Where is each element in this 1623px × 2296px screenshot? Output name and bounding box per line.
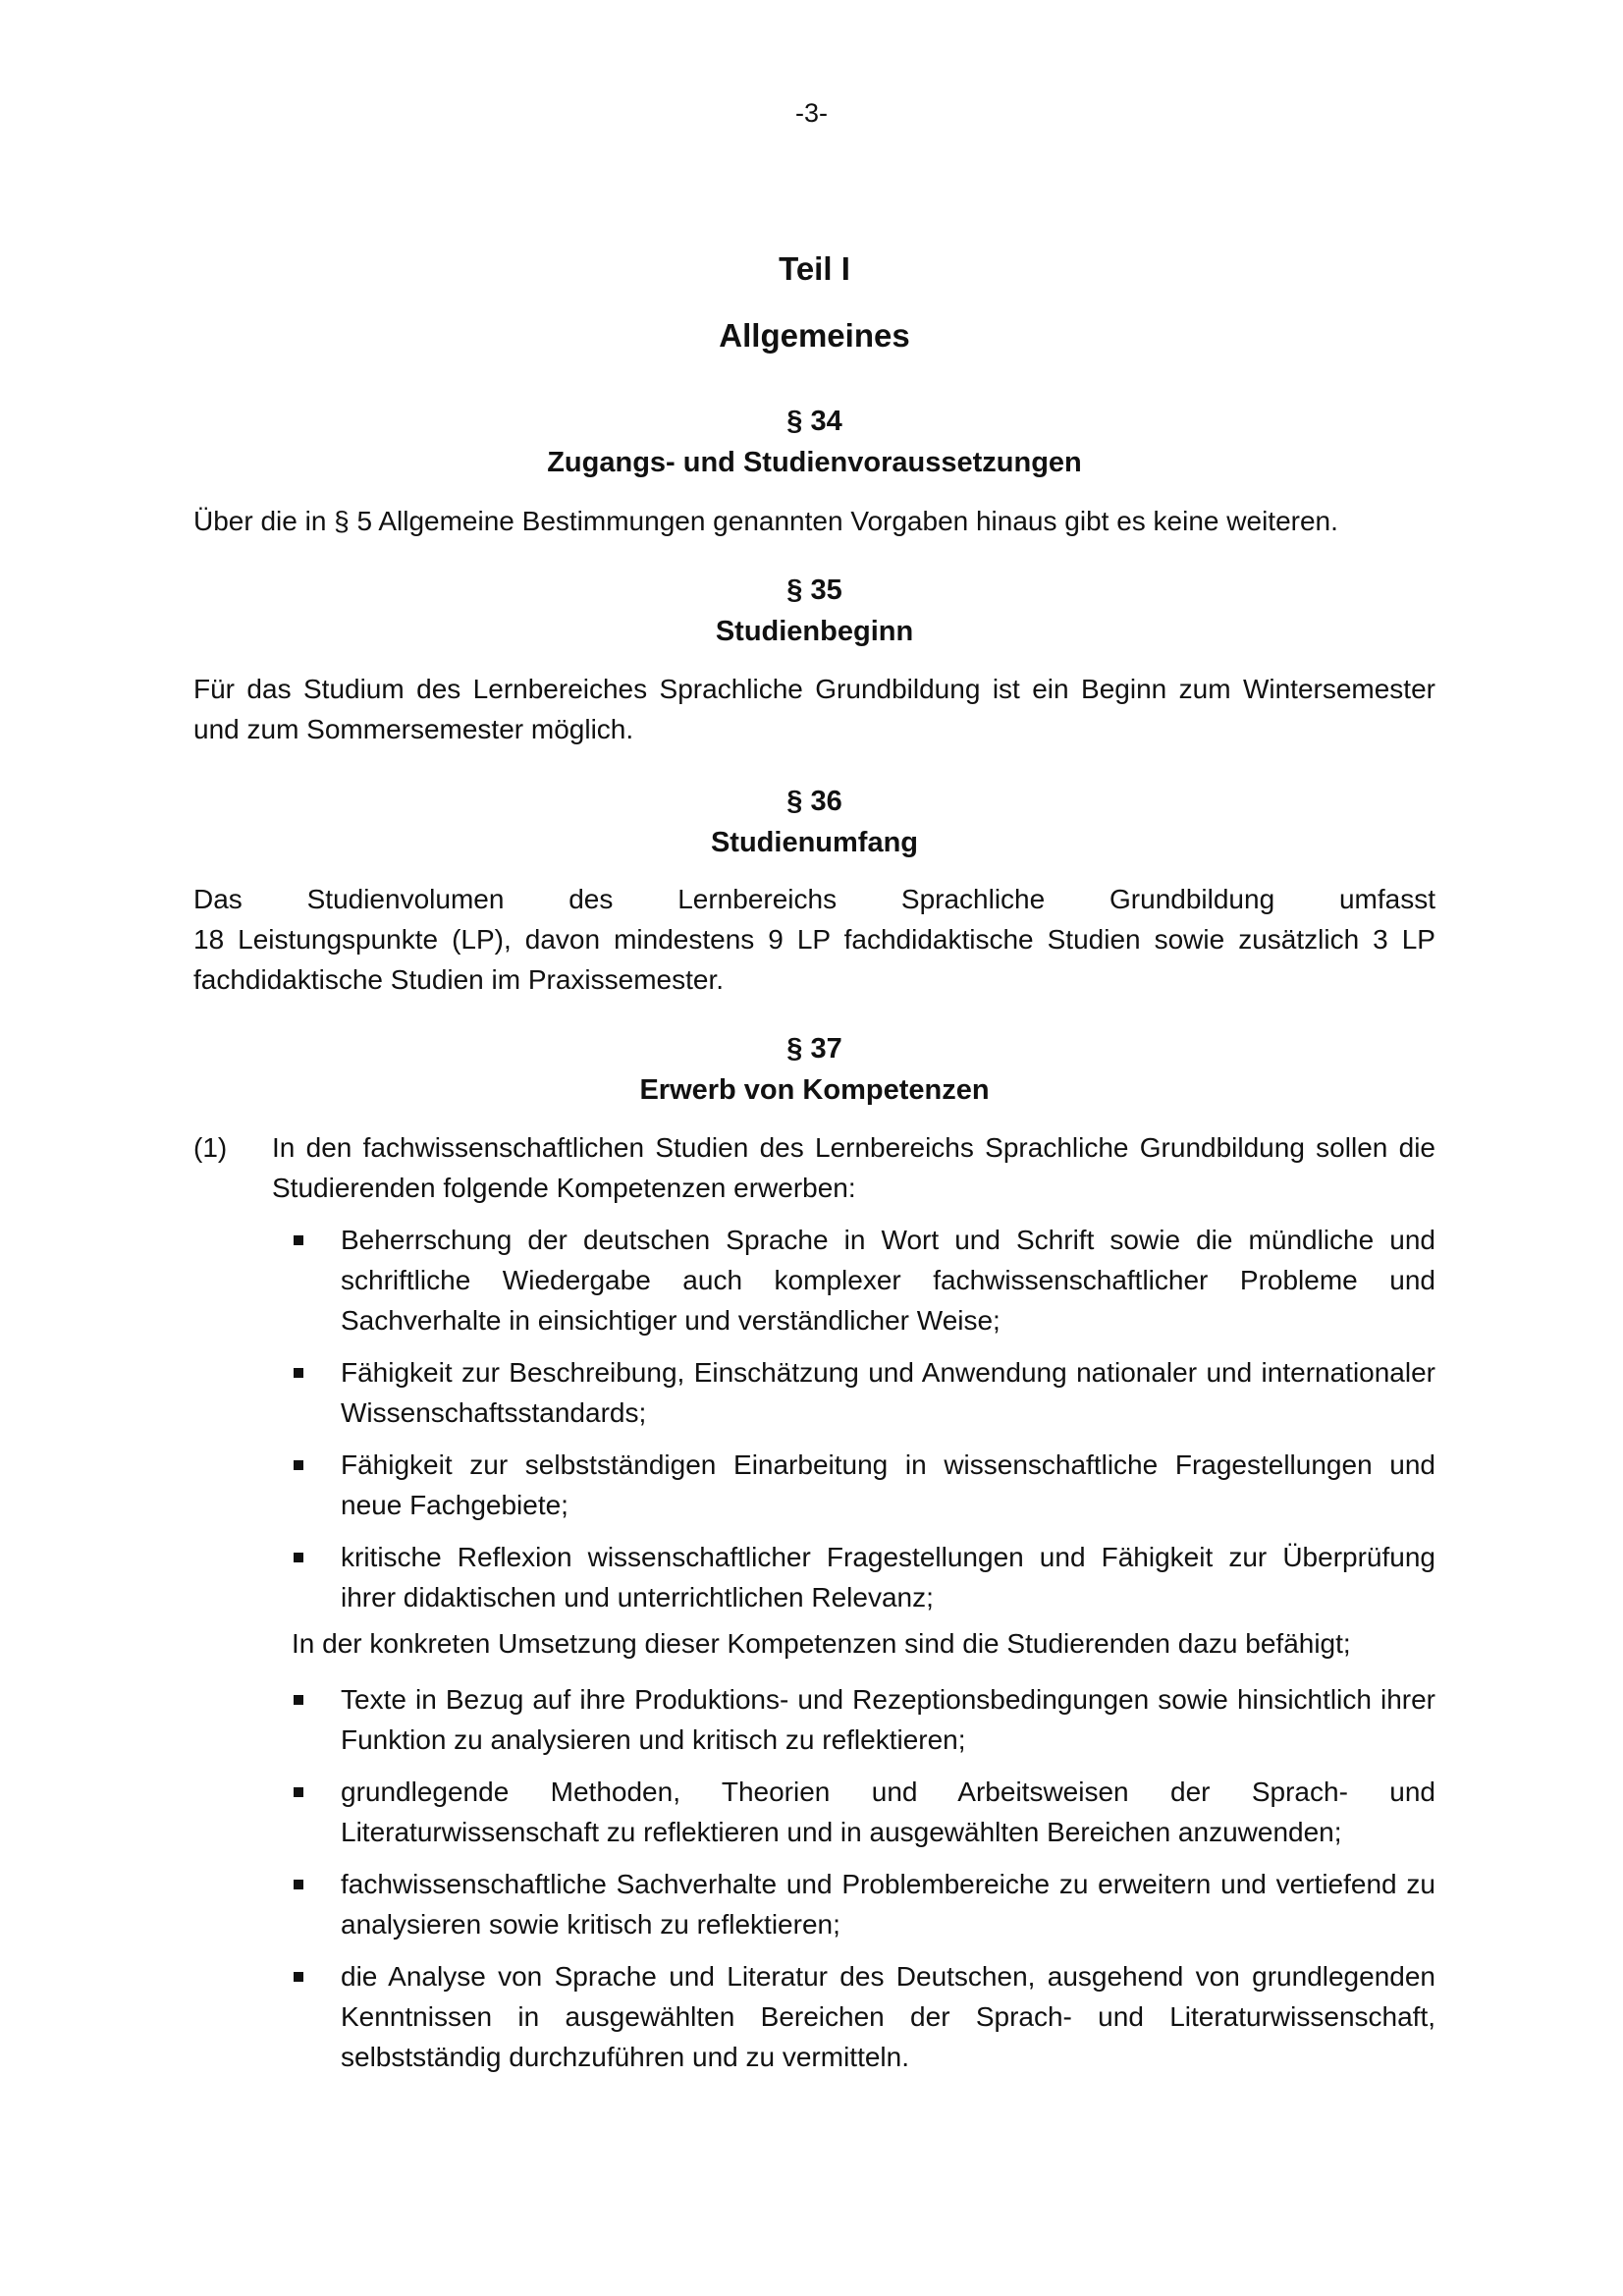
section-36-number: § 36: [786, 786, 842, 817]
section-35-number: § 35: [786, 574, 842, 606]
paragraph-intro: In den fachwissenschaftlichen Studien des Lernbereichs Sprachliche Grundbildung sollen die Studierenden folgende Kompetenzen erwerben:: [272, 1132, 1435, 1203]
square-bullet-icon: [294, 1695, 303, 1705]
list-item: die Analyse von Sprache und Literatur des Deutschen, ausgehend von grundlegenden Kenntnissen in ausgewählten Bereichen der Sprach- und Literaturwissenschaft, selbstständig durchzuführen und zu vermitteln.: [292, 1956, 1435, 2077]
section-35-title: Studienbeginn: [715, 616, 914, 647]
section-34-number: § 34: [786, 406, 842, 437]
square-bullet-icon: [294, 1235, 303, 1245]
section-36-text: 18 Leistungspunkte (LP), davon mindestens 9 LP fachdidaktische Studien sowie zusätzlich 3 LP fachdidaktische Studien im Praxissemester.: [193, 924, 1435, 995]
section-35-text: Für das Studium des Lernbereiches Sprachliche Grundbildung ist ein Beginn zum Wintersemester und zum Sommersemester möglich.: [193, 674, 1435, 744]
square-bullet-icon: [294, 1553, 303, 1562]
list-item: Fähigkeit zur Beschreibung, Einschätzung und Anwendung nationaler und internationaler Wissenschaftsstandards;: [292, 1352, 1435, 1433]
section-34-title: Zugangs- und Studienvoraussetzungen: [547, 447, 1082, 478]
square-bullet-icon: [294, 1460, 303, 1470]
section-36-text-line1: Das Studienvolumen des Lernbereichs Sprachliche Grundbildung umfasst: [193, 884, 1435, 914]
list-item: fachwissenschaftliche Sachverhalte und Problembereiche zu erweitern und vertiefend zu analysieren sowie kritisch zu reflektieren;: [292, 1864, 1435, 1944]
section-37-number: § 37: [786, 1033, 842, 1065]
square-bullet-icon: [294, 1787, 303, 1797]
list-item: Fähigkeit zur selbstständigen Einarbeitung in wissenschaftliche Fragestellungen und neue Fachgebiete;: [292, 1445, 1435, 1525]
implementation-intro: In der konkreten Umsetzung dieser Kompetenzen sind die Studierenden dazu befähigt;: [292, 1628, 1351, 1659]
section-37-title: Erwerb von Kompetenzen: [639, 1074, 990, 1106]
square-bullet-icon: [294, 1880, 303, 1889]
list-item: grundlegende Methoden, Theorien und Arbeitsweisen der Sprach- und Literaturwissenschaft zu reflektieren und in ausgewählten Bereichen anzuwenden;: [292, 1772, 1435, 1852]
page-number: -3-: [795, 98, 828, 128]
square-bullet-icon: [294, 1368, 303, 1378]
competence-list: [292, 1220, 1435, 1629]
square-bullet-icon: [294, 1972, 303, 1982]
section-34-text: Über die in § 5 Allgemeine Bestimmungen genannten Vorgaben hinaus gibt es keine weiteren.: [193, 506, 1338, 536]
list-item: Beherrschung der deutschen Sprache in Wort und Schrift sowie die mündliche und schriftliche Wiedergabe auch komplexer fachwissenschaftlicher Probleme und Sachverhalte in einsichtiger und verständlicher Weise;: [292, 1220, 1435, 1340]
part-subtitle: Allgemeines: [719, 317, 910, 354]
implementation-list: [292, 1679, 1435, 2089]
paragraph-number: (1): [193, 1132, 228, 1163]
list-item: kritische Reflexion wissenschaftlicher Fragestellungen und Fähigkeit zur Überprüfung ihrer didaktischen und unterrichtlichen Relevanz;: [292, 1537, 1435, 1617]
list-item: Texte in Bezug auf ihre Produktions- und Rezeptionsbedingungen sowie hinsichtlich ihrer Funktion zu analysieren und kritisch zu reflektieren;: [292, 1679, 1435, 1760]
section-36-title: Studienumfang: [710, 827, 919, 858]
part-title: Teil I: [779, 250, 850, 287]
